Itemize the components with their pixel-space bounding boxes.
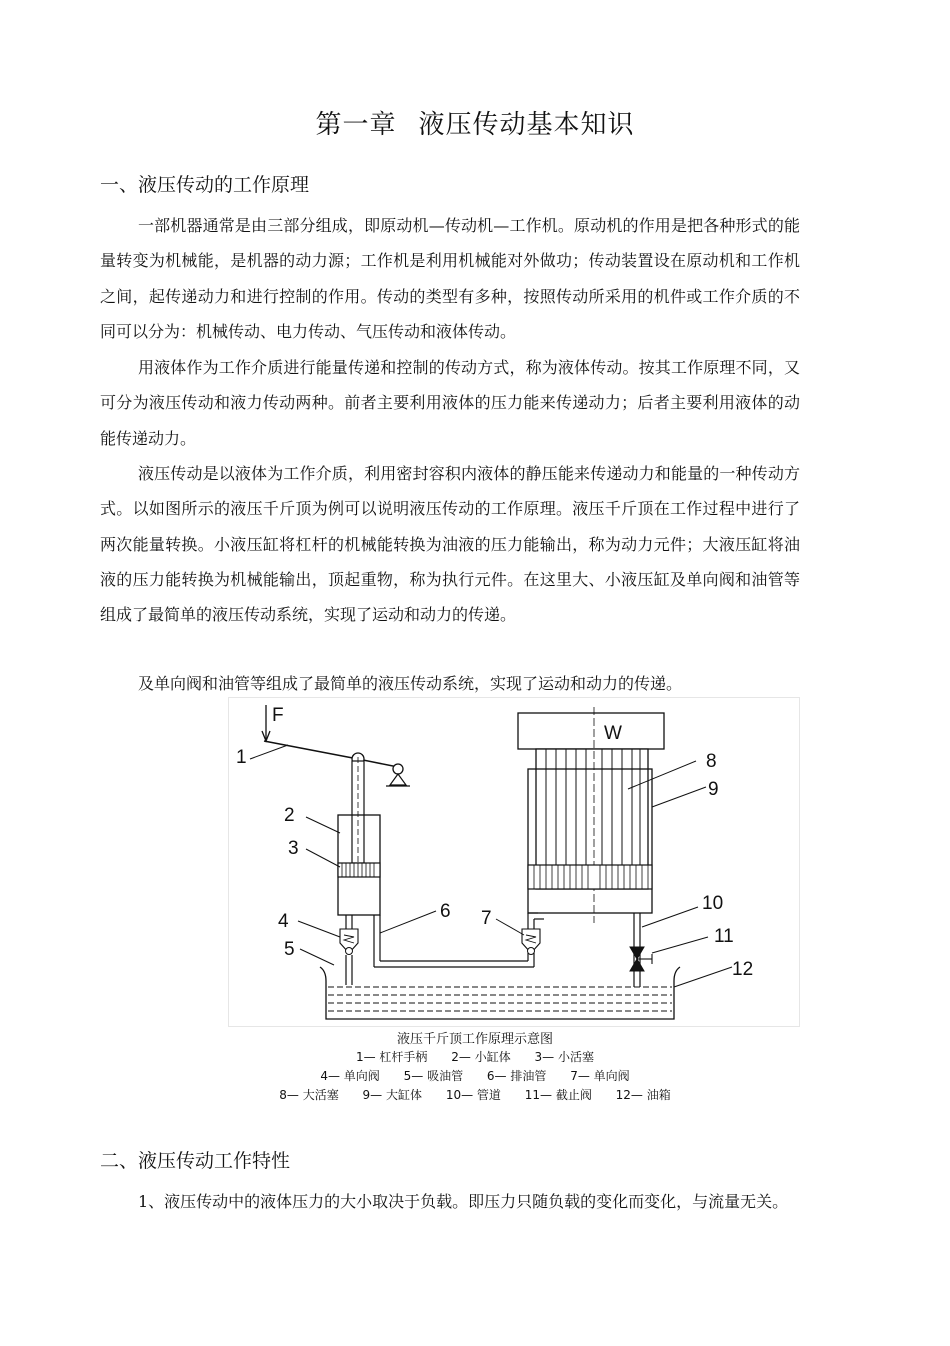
figure-legend-row-3 <box>0 1086 950 1103</box>
legend-item: 9— 大缸体 <box>362 1088 422 1102</box>
part-number-5: 5 <box>284 939 295 960</box>
part-number-2: 2 <box>284 805 295 826</box>
section-heading-1: 一、液压传动的工作原理 <box>100 174 310 196</box>
part-number-10: 10 <box>702 893 724 914</box>
part-number-7: 7 <box>481 908 492 929</box>
part-number-8: 8 <box>706 751 717 772</box>
section2-paragraph: 1、液压传动中的液体压力的大小取决于负载。即压力只随负载的变化而变化，与流量无关。 <box>138 1192 789 1211</box>
part-number-9: 9 <box>708 779 719 800</box>
legend-item: 5— 吸油管 <box>403 1069 464 1083</box>
legend-item: 1— 杠杆手柄 <box>355 1050 428 1064</box>
part-number-1: 1 <box>236 747 247 768</box>
part-number-11: 11 <box>714 926 734 947</box>
part-number-12: 12 <box>732 959 754 980</box>
legend-item: 2— 小缸体 <box>451 1050 511 1064</box>
weight-label: W <box>604 723 622 744</box>
legend-item: 12— 油箱 <box>615 1088 671 1102</box>
legend-item: 4— 单向阀 <box>320 1069 380 1083</box>
hydraulic-jack-diagram <box>228 697 800 1027</box>
chapter-name: 液压传动基本知识 <box>418 110 635 140</box>
section-heading-2: 二、液压传动工作特性 <box>100 1150 291 1172</box>
legend-item: 7— 单向阀 <box>570 1069 630 1083</box>
figure-legend-row-1 <box>0 1048 950 1065</box>
legend-item: 6— 排油管 <box>486 1069 547 1083</box>
figure-caption: 液压千斤顶工作原理示意图 <box>396 1032 553 1047</box>
figure-legend-row-2 <box>0 1067 950 1084</box>
paragraph-2: 用液体作为工作介质进行能量传递和控制的传动方式，称为液体传动。按其工作原理不同，又可分为液压传动和液力传动两种。前者主要利用液体的压力能来传递动力；后者主要利用液体的动能传递动力。 <box>100 358 800 448</box>
legend-item: 8— 大活塞 <box>279 1088 339 1102</box>
paragraph-4: 及单向阀和油管等组成了最简单的液压传动系统，实现了运动和动力的传递。 <box>138 674 683 693</box>
paragraph-1: 一部机器通常是由三部分组成，即原动机—传动机—工作机。原动机的作用是把各种形式的能量转变为机械能，是机器的动力源；工作机是利用机械能对外做功；传动装置设在原动机和工作机之间，起传递动力和进行控制的作用。传动的类型有多种，按照传动所采用的机件或工作介质的不同可以分为：机械传动、电力传动、气压传动和液体传动。 <box>100 216 800 341</box>
part-number-3: 3 <box>288 838 299 859</box>
legend-item: 3— 小活塞 <box>534 1050 594 1064</box>
legend-item: 11— 截止阀 <box>524 1088 592 1102</box>
chapter-number: 第一章 <box>315 110 397 140</box>
part-number-4: 4 <box>278 911 289 932</box>
legend-item: 10— 管道 <box>445 1088 501 1102</box>
paragraph-3: 液压传动是以液体为工作介质，利用密封容积内液体的静压能来传递动力和能量的一种传动方式。以如图所示的液压千斤顶为例可以说明液压传动的工作原理。液压千斤顶在工作过程中进行了两次能量转换。小液压缸将杠杆的机械能转换为油液的压力能输出，称为动力元件；大液压缸将油液的压力能转换为机械能输出，顶起重物，称为执行元件。在这里大、小液压缸及单向阀和油管等组成了最简单的液压传动系统，实现了运动和动力的传递。 <box>100 464 800 625</box>
force-label: F <box>272 705 284 726</box>
chapter-title <box>0 104 950 141</box>
part-number-6: 6 <box>440 901 451 922</box>
